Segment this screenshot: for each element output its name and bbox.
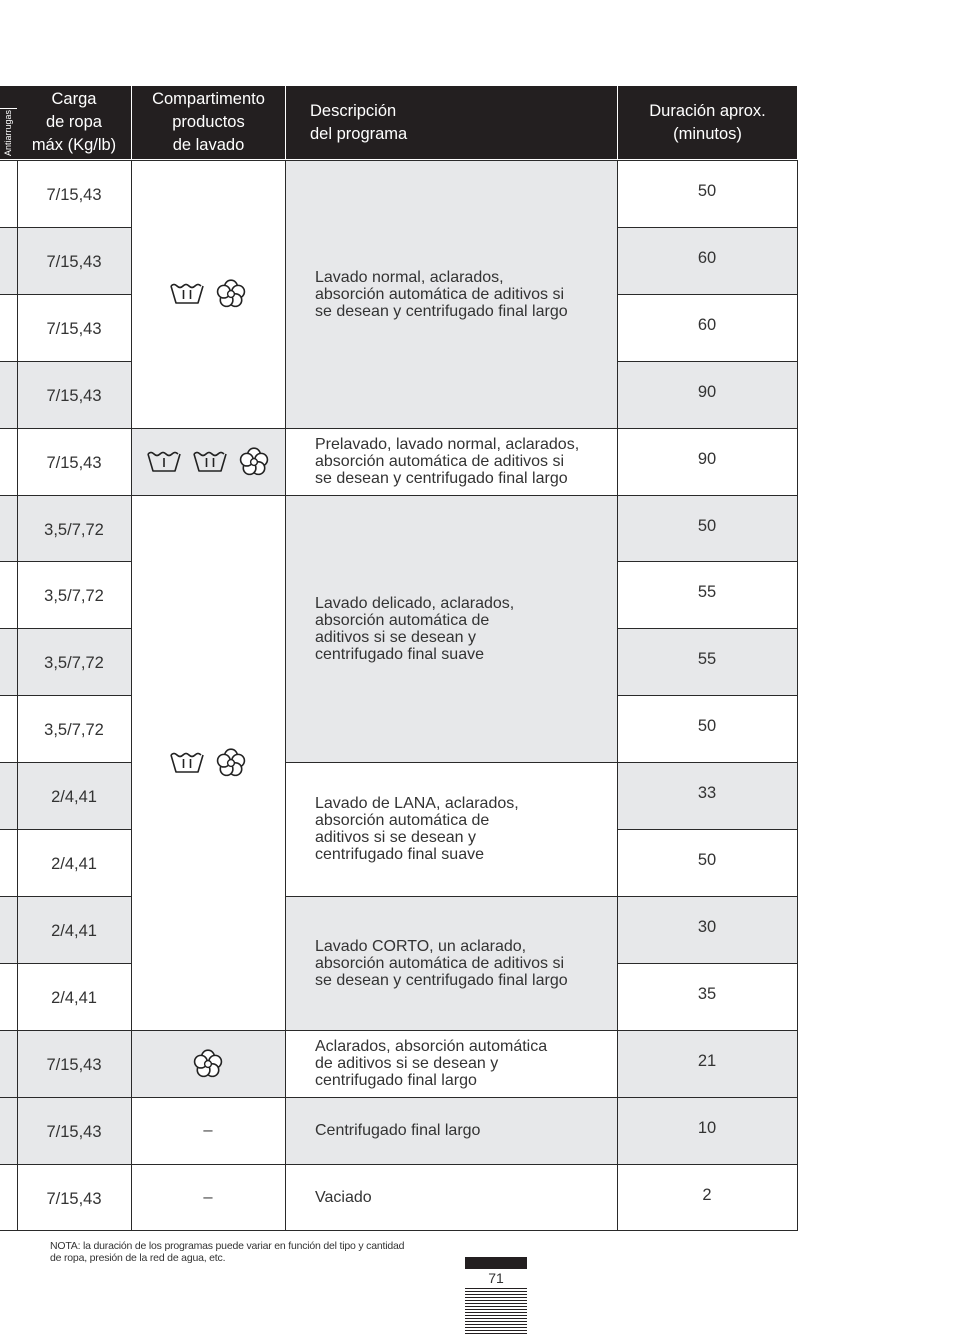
compartment-cell bbox=[131, 1030, 285, 1097]
row-left-fragment bbox=[0, 495, 17, 561]
grid-line bbox=[131, 495, 285, 496]
footnote: NOTA: la duración de los programas puede variar en función del tipo y cantidad de ropa, presión de la red de agua, etc. bbox=[50, 1240, 405, 1264]
duracion-cell: 50 bbox=[617, 495, 797, 561]
carga-cell: 7/15,43 bbox=[46, 454, 102, 472]
grid-line bbox=[131, 160, 285, 161]
grid-line bbox=[131, 160, 132, 1231]
header-carga: Carga de ropa máx (Kg/lb) bbox=[17, 86, 131, 159]
carga-cell: 2/4,41 bbox=[51, 855, 97, 873]
description-cell: Lavado CORTO, un aclarado, absorción automática de aditivos si se desean y centrifugado final largo bbox=[285, 896, 617, 1030]
row-left-fragment bbox=[0, 963, 17, 1030]
duracion-cell: 60 bbox=[697, 316, 717, 334]
grid-line bbox=[285, 1030, 617, 1031]
row-left-fragment bbox=[0, 160, 17, 227]
duracion-cell: 50 bbox=[697, 182, 717, 200]
duracion-cell: 35 bbox=[697, 985, 717, 1003]
duracion-cell: 50 bbox=[697, 851, 717, 869]
grid-line bbox=[0, 1097, 131, 1098]
flower-softener-icon bbox=[192, 1048, 224, 1080]
duracion-cell: 30 bbox=[617, 896, 797, 963]
grid-line bbox=[617, 762, 797, 763]
wash-tub-II-icon bbox=[192, 449, 228, 475]
grid-line bbox=[617, 361, 797, 362]
wash-tub-II-icon bbox=[169, 281, 205, 307]
description-cell: Lavado de LANA, aclarados, absorción automática de aditivos si se desean y centrifugado final suave bbox=[315, 795, 519, 863]
duracion-cell: 33 bbox=[617, 762, 797, 829]
grid-line bbox=[617, 1164, 797, 1165]
grid-line bbox=[0, 896, 131, 897]
grid-line bbox=[0, 428, 131, 429]
grid-line bbox=[617, 495, 797, 496]
grid-line bbox=[617, 896, 797, 897]
carga-cell: 7/15,43 bbox=[46, 1189, 102, 1208]
header-descripcion: Descripción del programa bbox=[286, 86, 617, 159]
carga-cell: 3,5/7,72 bbox=[44, 587, 104, 605]
grid-line bbox=[0, 294, 131, 295]
grid-line bbox=[617, 1230, 797, 1231]
duracion-cell: 60 bbox=[617, 227, 797, 294]
duracion-cell: 2 bbox=[702, 1185, 712, 1204]
compartment-cell bbox=[131, 160, 285, 428]
grid-line bbox=[617, 963, 797, 964]
carga-cell: 7/15,43 bbox=[17, 227, 131, 294]
grid-line bbox=[617, 1097, 797, 1098]
duracion-cell: 55 bbox=[617, 628, 797, 695]
carga-cell: 2/4,41 bbox=[17, 896, 131, 963]
grid-line bbox=[285, 160, 286, 1231]
grid-line bbox=[0, 1164, 131, 1165]
carga-cell: 3,5/7,72 bbox=[17, 495, 131, 561]
grid-line bbox=[131, 1230, 285, 1231]
flower-softener-icon bbox=[215, 747, 247, 779]
carga-cell: 3,5/7,72 bbox=[17, 628, 131, 695]
grid-line bbox=[285, 428, 617, 429]
grid-line bbox=[0, 762, 131, 763]
grid-line bbox=[617, 695, 797, 696]
page-number: 71 bbox=[488, 1270, 504, 1286]
grid-line bbox=[617, 160, 797, 161]
header-duracion: Duración aprox. (minutos) bbox=[618, 86, 797, 159]
carga-cell: 2/4,41 bbox=[51, 989, 97, 1007]
description-cell: Prelavado, lavado normal, aclarados, absorción automática de aditivos si se desean y centrifugado final largo bbox=[315, 436, 580, 487]
grid-line bbox=[0, 561, 131, 562]
row-left-fragment bbox=[0, 628, 17, 695]
grid-line bbox=[131, 1030, 285, 1031]
duracion-cell: 90 bbox=[697, 450, 717, 468]
grid-line bbox=[0, 227, 131, 228]
grid-line bbox=[285, 1164, 617, 1165]
flower-softener-icon bbox=[215, 278, 247, 310]
page-tab bbox=[465, 1257, 527, 1269]
row-left-fragment bbox=[0, 762, 17, 829]
grid-line bbox=[0, 695, 131, 696]
description-cell: Centrifugado final largo bbox=[285, 1097, 617, 1164]
duracion-cell: 10 bbox=[617, 1097, 797, 1164]
row-left-fragment bbox=[0, 227, 17, 294]
carga-cell: 7/15,43 bbox=[46, 186, 102, 204]
compartment-cell: – bbox=[203, 1121, 213, 1139]
grid-line bbox=[285, 762, 617, 763]
compartment-cell bbox=[131, 495, 285, 1030]
grid-line bbox=[17, 160, 18, 1231]
grid-line bbox=[131, 428, 285, 429]
row-left-fragment bbox=[0, 829, 17, 896]
grid-line bbox=[0, 628, 131, 629]
grid-line bbox=[0, 1030, 131, 1031]
duracion-cell: 55 bbox=[697, 583, 717, 601]
row-left-fragment bbox=[0, 561, 17, 628]
description-cell: Lavado normal, aclarados, absorción automática de aditivos si se desean y centrifugado final largo bbox=[285, 160, 617, 428]
flower-softener-icon bbox=[238, 446, 270, 478]
wash-tub-I-icon bbox=[146, 449, 182, 475]
grid-line bbox=[0, 829, 131, 830]
carga-cell: 7/15,43 bbox=[17, 1097, 131, 1164]
row-left-fragment bbox=[0, 1164, 17, 1230]
grid-line bbox=[0, 1230, 131, 1231]
grid-line bbox=[617, 428, 797, 429]
header-compartimento: Compartimento productos de lavado bbox=[132, 86, 285, 159]
description-cell: Vaciado bbox=[315, 1188, 372, 1206]
header-left-fragment bbox=[0, 86, 17, 159]
carga-cell: 7/15,43 bbox=[17, 361, 131, 428]
row-left-fragment bbox=[0, 1097, 17, 1164]
grid-line bbox=[285, 160, 617, 161]
grid-line bbox=[0, 495, 131, 496]
description-cell: Aclarados, absorción automática de aditivos si se desean y centrifugado final largo bbox=[315, 1038, 548, 1089]
grid-line bbox=[285, 1097, 617, 1098]
row-left-fragment bbox=[0, 361, 17, 428]
carga-cell: 3,5/7,72 bbox=[44, 721, 104, 739]
carga-cell: 7/15,43 bbox=[17, 1030, 131, 1097]
header-left-fragment-label: Antiarrugas bbox=[3, 109, 13, 157]
compartment-cell: – bbox=[203, 1187, 213, 1206]
grid-line bbox=[617, 160, 618, 1231]
grid-line bbox=[617, 628, 797, 629]
page-stripes bbox=[465, 1288, 527, 1336]
duracion-cell: 90 bbox=[617, 361, 797, 428]
row-left-fragment bbox=[0, 695, 17, 762]
row-left-fragment bbox=[0, 1030, 17, 1097]
grid-line bbox=[617, 1030, 797, 1031]
grid-line bbox=[617, 829, 797, 830]
grid-line bbox=[797, 160, 798, 1231]
grid-line bbox=[617, 561, 797, 562]
row-left-fragment bbox=[0, 896, 17, 963]
wash-tub-II-icon bbox=[169, 750, 205, 776]
carga-cell: 2/4,41 bbox=[17, 762, 131, 829]
grid-line bbox=[617, 227, 797, 228]
grid-line bbox=[617, 294, 797, 295]
row-left-fragment bbox=[0, 428, 17, 495]
grid-line bbox=[131, 1097, 285, 1098]
description-cell: Lavado delicado, aclarados, absorción automática de aditivos si se desean y centrifugado final suave bbox=[285, 495, 617, 762]
compartment-cell bbox=[131, 428, 285, 495]
grid-line bbox=[0, 361, 131, 362]
duracion-cell: 50 bbox=[697, 717, 717, 735]
carga-cell: 7/15,43 bbox=[46, 320, 102, 338]
grid-line bbox=[285, 896, 617, 897]
grid-line bbox=[0, 963, 131, 964]
grid-line bbox=[285, 1230, 617, 1231]
grid-line bbox=[131, 1164, 285, 1165]
grid-line bbox=[0, 160, 131, 161]
row-left-fragment bbox=[0, 294, 17, 361]
duracion-cell: 21 bbox=[617, 1030, 797, 1097]
grid-line bbox=[285, 495, 617, 496]
